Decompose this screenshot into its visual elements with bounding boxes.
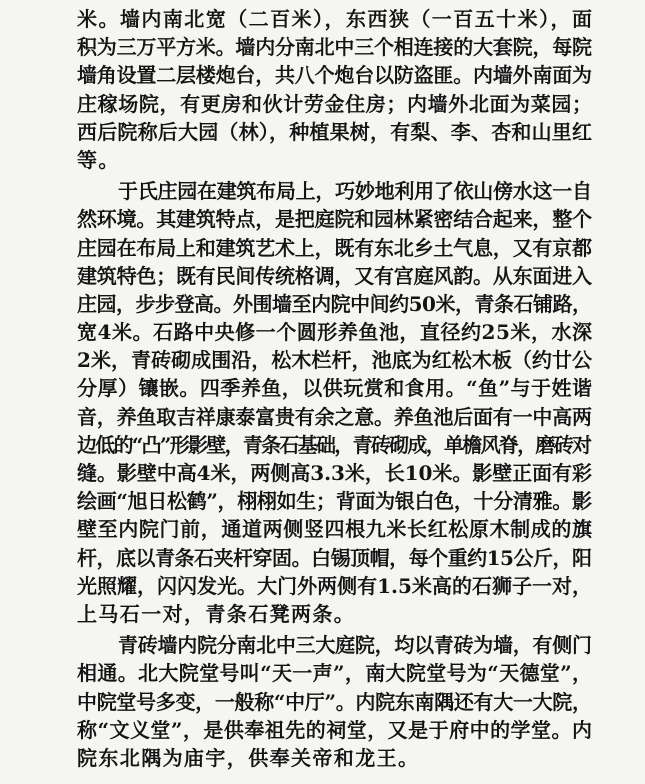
text-line: 壁至内院门前，通道两侧竖四根九米长红松原木制成的旗 [77, 517, 593, 542]
text-line: 西后院称后大园（林），种植果树，有梨、李、杏和山里红 [77, 119, 593, 144]
text-line: 宽4米。石路中央修一个圆形养鱼池，直径约25米，水深 [77, 320, 593, 345]
text-line: 缝。影壁中高4米，两侧高3.3米，长10米。影壁正面有彩 [77, 461, 592, 485]
text-line: 音，养鱼取吉祥康泰富贵有余之意。养鱼池后面有一中高两 [77, 404, 592, 429]
text-line: 青砖墙内院分南北中三大庭院，均以青砖为墙，有侧门 [118, 633, 592, 658]
text-line: 然环境。其建筑特点，是把庭院和园林紧密结合起来，整个 [77, 207, 592, 232]
text-line: 庄园在布局上和建筑艺术上，既有东北乡土气息，又有京都 [77, 235, 592, 260]
document-page [77, 5, 592, 772]
text-line: 中院堂号多变，一般称“中厅”。内院东南隅还有大一大院， [77, 689, 592, 714]
text-line: 米。墙内南北宽（二百米），东西狭（一百五十米），面 [77, 7, 594, 31]
text-line: 庄园，步步登高。外围墙至内院中间约50米，青条石铺路， [77, 291, 592, 316]
text-line: 分厚）镶嵌。四季养鱼，以供玩赏和食用。“鱼”与于姓谐 [77, 376, 593, 401]
paragraph [77, 5, 592, 174]
text-line: 光照耀，闪闪发光。大门外两侧有1.5米高的石狮子一对， [77, 573, 593, 598]
text-line: 建筑特色；既有民间传统格调，又有宫庭风韵。从东面进入 [77, 263, 592, 288]
text-line: 称“文义堂”，是供奉祖先的祠堂，又是于府中的学堂。内 [77, 717, 593, 742]
text-line: 2米，青砖砌成围沿，松木栏杆，池底为红松木板（约廿公 [77, 348, 593, 373]
paragraph [77, 177, 592, 628]
text-line: 等。 [77, 147, 120, 172]
text-line: 院东北隅为庙宇，供奉关帝和龙王。 [77, 745, 420, 770]
text-line: 杆，底以青条石夹杆穿固。白锡顶帽，每个重约15公斤，阳 [77, 545, 592, 570]
text-line: 上马石一对，青条石凳两条。 [77, 601, 356, 626]
text-line: 庄稼场院，有更房和伙计劳金住房；内墙外北面为菜园； [77, 91, 593, 116]
text-line: 绘画“旭日松鹤”，栩栩如生；背面为银白色，十分清雅。影 [77, 489, 592, 514]
text-line: 墙角设置二层楼炮台，共八个炮台以防盗匪。内墙外南面为 [77, 63, 592, 88]
text-line: 边低的“凸”形影壁，青条石基础，青砖砌成，单檐风脊，磨砖对 [77, 432, 591, 457]
text-line: 相通。北大院堂号叫“天一声”，南大院堂号为“天德堂”， [77, 661, 593, 686]
text-line: 于氏庄园在建筑布局上，巧妙地利用了依山傍水这一自 [118, 179, 592, 204]
paragraph [77, 631, 592, 772]
text-line: 积为三万平方米。墙内分南北中三个相连接的大套院，每院 [77, 35, 592, 60]
